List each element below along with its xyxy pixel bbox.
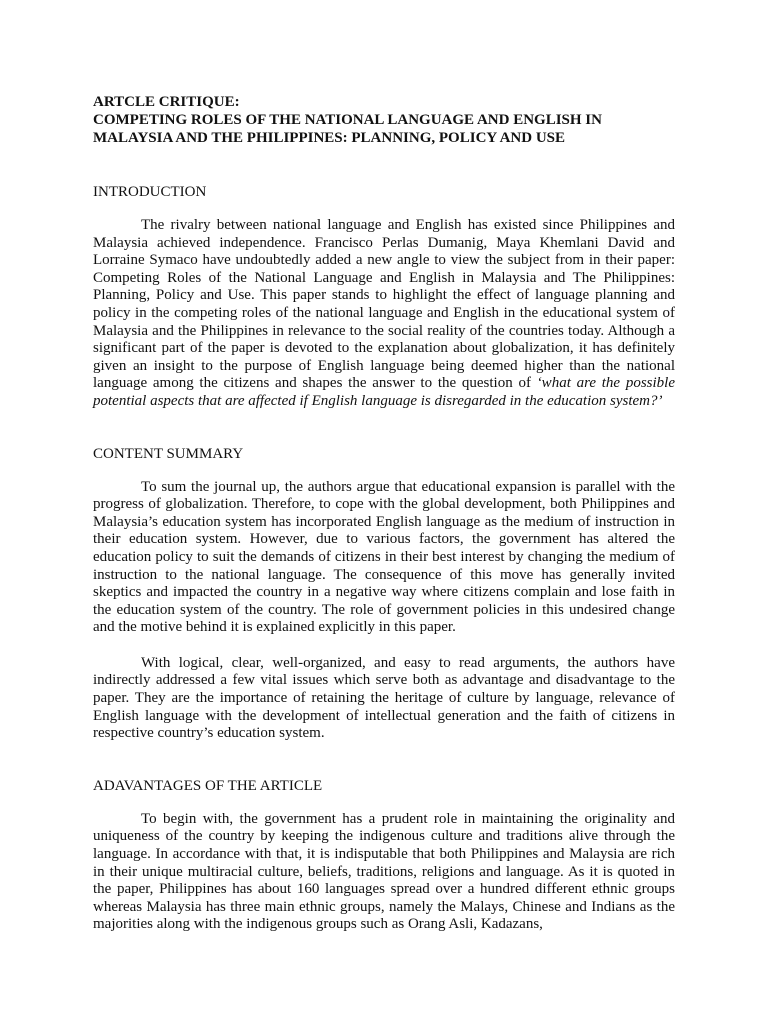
content-summary-heading: CONTENT SUMMARY — [93, 445, 244, 462]
introduction-heading: INTRODUCTION — [93, 184, 207, 200]
content-summary-paragraph-2: With logical, clear, well-organized, and easy to read arguments, the authors have indirectly addressed a few vital issues which serve both as advantage and disadvantage to the paper. They are the importance of retaining the heritage of culture by language, relevance of English language with the development of intellectual generation and the faith of citizens in respective country’s education system. — [93, 654, 675, 742]
advantages-paragraph-1: To begin with, the government has a prudent role in maintaining the originality and uniqueness of the country by keeping the indigenous culture and traditions alive through the language. In accordance with that, it is indisputable that both Philippines and Malaysia are rich in their unique multiracial culture, beliefs, traditions, religions and language. As it is quoted in the paper, Philippines has about 160 languages spread over a hundred different ethnic groups whereas Malaysia has three main ethnic groups, namely the Malays, Chinese and Indians as the majorities along with the indigenous groups such as Orang Asli, Kadazans, — [93, 810, 675, 933]
content-summary-paragraph-1: To sum the journal up, the authors argue that educational expansion is parallel with the progress of globalization. Therefore, to cope with the global development, both Philippines and Malaysia’s education system has incorporated English language as the medium of instruction in their education system. However, due to various factors, the government has altered the education policy to suit the demands of citizens in their best interest by changing the medium of instruction to the national language. The consequence of this move has generally invited skeptics and impacted the country in a negative way where citizens complain and lose faith in the education system of the country. The role of government policies in this undesired change and the motive behind it is explained explicitly in this paper. — [93, 478, 675, 636]
document-title — [93, 93, 675, 147]
document-page — [93, 93, 675, 934]
title-line-3: MALAYSIA AND THE PHILIPPINES: PLANNING, POLICY AND USE — [93, 130, 566, 146]
title-line-2: COMPETING ROLES OF THE NATIONAL LANGUAGE AND ENGLISH IN — [93, 112, 602, 128]
introduction-paragraph — [93, 217, 675, 411]
introduction-paragraph-text: The rivalry between national language and English has existed since Philippines and Malaysia achieved independence. Francisco Perlas Dumanig, Maya Khemlani David and Lorraine Symaco have undoubtedly added a new angle to view the subject from in their paper: Competing Roles of the National Language and English in Malaysia and The Philippines: Planning, Policy and Use. This paper stands to highlight the effect of language planning and policy in the competing roles of the national language and English in the educational system of Malaysia and the Philippines in relevance to the social reality of the countries today. Although a significant part of the paper is devoted to the explanation about globalization, it has definitely given an insight to the purpose of English language being deemed higher than the national language among the citizens and shapes the answer to the question of — [93, 217, 675, 392]
introduction-question-italic: ‘what are the possible potential aspects that are affected if English language is disregarded in the education system?’ — [93, 375, 675, 409]
advantages-heading: ADAVANTAGES OF THE ARTICLE — [93, 777, 323, 794]
title-line-1: ARTCLE CRITIQUE: — [93, 94, 240, 110]
